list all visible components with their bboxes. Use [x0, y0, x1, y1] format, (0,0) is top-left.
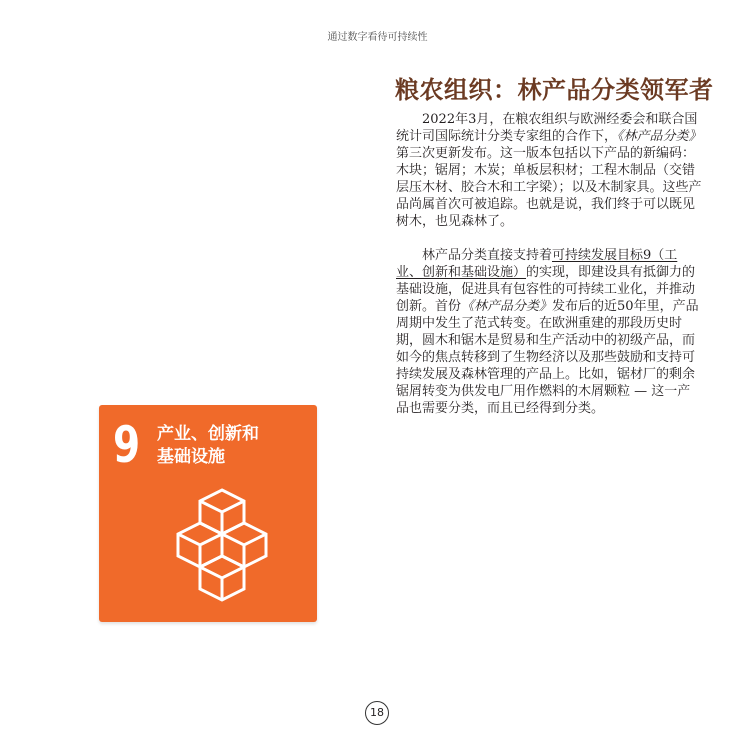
- p1-text-a: 2022年3月，在粮农组织与欧洲经委会和联合国统计司国际统计分类专家组的合作下，: [396, 112, 698, 144]
- p2-text-b: 的实现，即建设具有抵御力的基础设施，促进具有包容性的可持续工业化，并推动创新。首份: [396, 265, 696, 314]
- paragraph-1: [396, 111, 702, 230]
- running-header: 通过数字看待可持续性: [327, 32, 428, 43]
- p1-text-b: 第三次更新发布。这一版本包括以下产品的新编码：木块；锯屑；木炭；单板层积材；工程木制品（交错层压木材、胶合木和工字梁）；以及木制家具。这些产品尚属首次可被追踪。也就是说，我们终于可以既见树木，也见森林了。: [396, 146, 702, 229]
- article-body: [396, 111, 702, 417]
- sdg-label-line-1: 产业、创新和: [157, 424, 259, 444]
- sdg-label-line-2: 基础设施: [157, 447, 225, 467]
- sdg-number: 9: [113, 416, 141, 474]
- p2-text-a: 林产品分类直接支持着: [422, 248, 553, 263]
- paragraph-2: [396, 247, 702, 417]
- page-number: 18: [365, 701, 389, 725]
- article-title: 粮农组织：林产品分类领军者: [395, 76, 714, 104]
- p2-text-c: 发布后的近50年里，产品周期中发生了范式转变。在欧洲重建的那段历史时期，圆木和锯木是贸易和生产活动中的初级产品，而如今的焦点转移到了生物经济以及那些鼓励和支持可持续发展及森林管理的产品上。比如，锯材厂的剩余锯屑转变为供发电厂用作燃料的木屑颗粒 — 这一产品也需要分类，而且已经得到分类。: [396, 299, 699, 416]
- sdg-label: [157, 423, 307, 469]
- p1-book-title: 《林产品分类》: [617, 129, 702, 144]
- stacked-cubes-icon: [171, 485, 271, 603]
- sdg9-link[interactable]: 可持续发展目标9（工业、创新和基础设施）: [396, 248, 678, 280]
- p2-book-title: 《林产品分类》: [461, 299, 553, 314]
- sdg-9-card: [99, 405, 317, 622]
